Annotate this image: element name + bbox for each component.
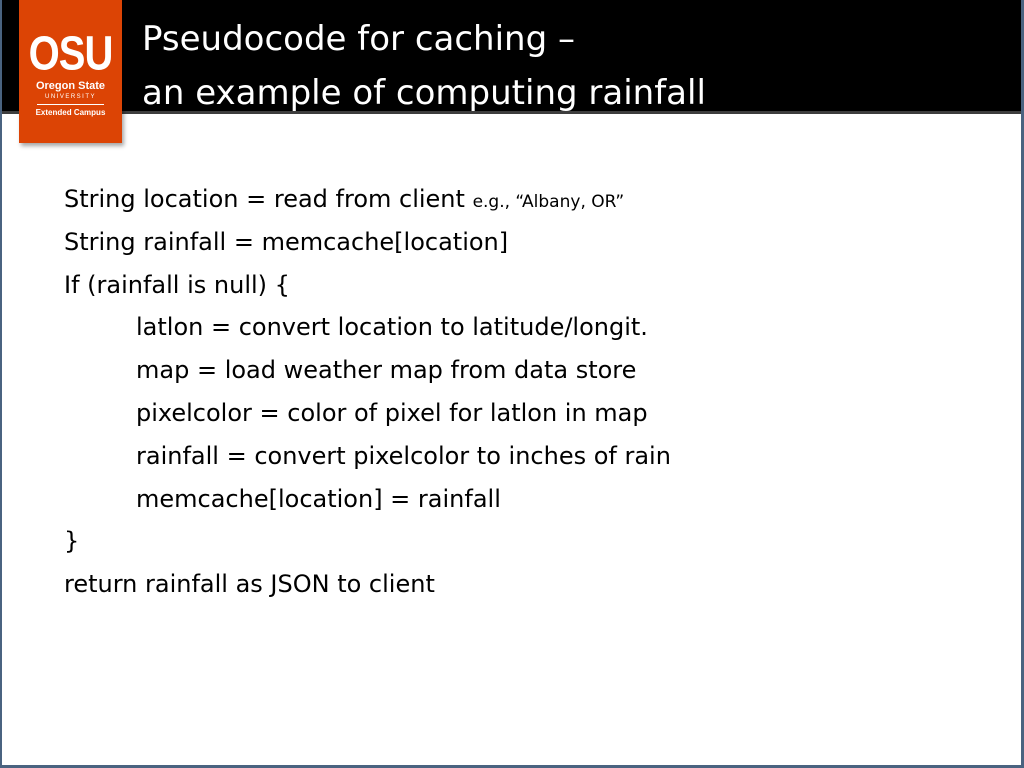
logo-university-label: UNIVERSITY [44, 94, 96, 100]
code-line-indented: pixelcolor = color of pixel for latlon in map [136, 398, 648, 427]
code-line-indented: latlon = convert location to latitude/longit. [136, 313, 648, 342]
slide-title-line-2: an example of computing rainfall [142, 73, 706, 113]
code-line [64, 178, 964, 221]
osu-logo [19, 0, 122, 143]
pseudocode-block [64, 178, 964, 606]
code-line-indented: rainfall = convert pixelcolor to inches of rain [136, 441, 671, 470]
code-line: } [64, 527, 80, 556]
logo-university-name: Oregon State [35, 80, 106, 92]
code-line: If (rainfall is null) { [64, 270, 290, 299]
code-line: String rainfall = memcache[location] [64, 227, 509, 256]
logo-wordmark: OSU [28, 27, 113, 81]
code-line-indented: memcache[location] = rainfall [136, 484, 501, 513]
code-line-indented: map = load weather map from data store [136, 356, 637, 385]
logo-campus-name: Extended Campus [35, 108, 106, 117]
code-line: return rainfall as JSON to client [64, 570, 435, 599]
logo-divider [37, 104, 104, 105]
code-line-example: e.g., “Albany, OR” [472, 192, 625, 212]
slide-title-line-1: Pseudocode for caching – [142, 19, 575, 59]
slide-title [142, 12, 706, 120]
code-line-text: String location = read from client [64, 185, 465, 213]
